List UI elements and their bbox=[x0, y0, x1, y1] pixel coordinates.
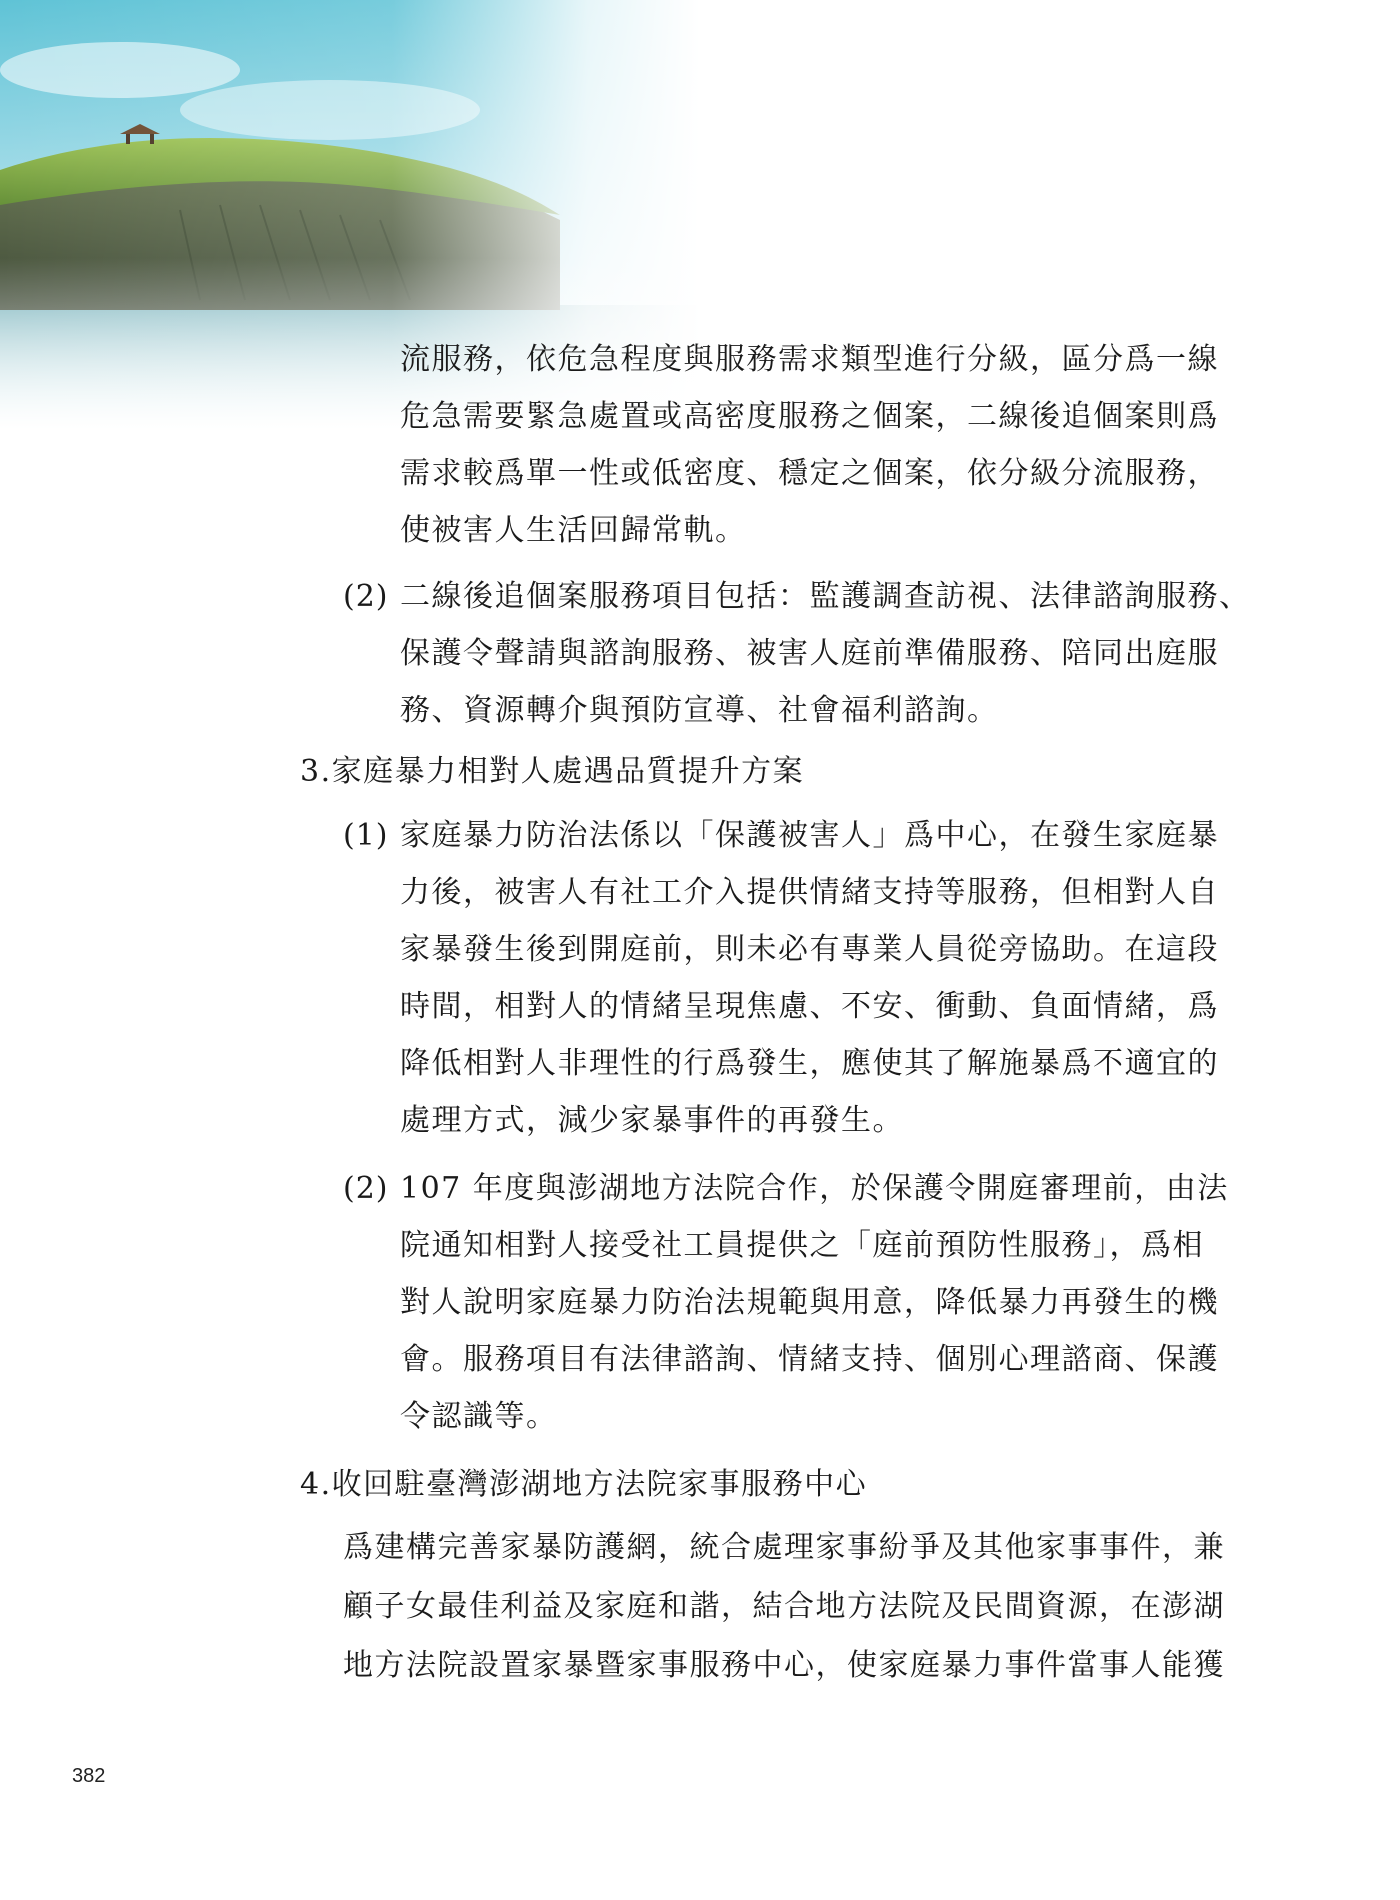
text-line: 時間，相對人的情緒呈現焦慮、不安、衝動、負面情緒，爲 bbox=[400, 989, 1219, 1024]
text-line: 會。服務項目有法律諮詢、情緒支持、個別心理諮商、保護 bbox=[400, 1342, 1219, 1377]
text-line: 家暴發生後到開庭前，則未必有專業人員從旁協助。在這段 bbox=[400, 932, 1219, 967]
text-line: 顧子女最佳利益及家庭和諧，結合地方法院及民間資源，在澎湖 bbox=[343, 1589, 1225, 1624]
text-line: 107 年度與澎湖地方法院合作，於保護令開庭審理前，由法 bbox=[400, 1171, 1229, 1206]
text-line: 務、資源轉介與預防宣導、社會福利諮詢。 bbox=[400, 693, 999, 728]
text-line: 力後，被害人有社工介入提供情緒支持等服務，但相對人自 bbox=[400, 875, 1219, 910]
list-marker: (2) bbox=[343, 579, 389, 614]
text-line: 保護令聲請與諮詢服務、被害人庭前準備服務、陪同出庭服 bbox=[400, 636, 1219, 671]
text-line: 令認識等。 bbox=[400, 1399, 558, 1434]
text-line: 處理方式，減少家暴事件的再發生。 bbox=[400, 1103, 904, 1138]
list-marker: (1) bbox=[343, 818, 389, 853]
text-line: 使被害人生活回歸常軌。 bbox=[400, 513, 747, 548]
text-line: 爲建構完善家暴防護網，統合處理家事紛爭及其他家事事件，兼 bbox=[343, 1530, 1225, 1565]
page-number: 382 bbox=[72, 1765, 106, 1787]
text-line: 地方法院設置家暴暨家事服務中心，使家庭暴力事件當事人能獲 bbox=[343, 1648, 1225, 1683]
text-line: 流服務，依危急程度與服務需求類型進行分級，區分爲一線 bbox=[400, 342, 1219, 377]
text-line: 危急需要緊急處置或高密度服務之個案，二線後追個案則爲 bbox=[400, 399, 1219, 434]
text-line: 家庭暴力防治法係以「保護被害人」爲中心，在發生家庭暴 bbox=[400, 818, 1219, 853]
list-marker: (2) bbox=[343, 1171, 389, 1206]
section-heading: 3.家庭暴力相對人處遇品質提升方案 bbox=[300, 754, 805, 789]
text-line: 院通知相對人接受社工員提供之「庭前預防性服務」，爲相 bbox=[400, 1228, 1204, 1263]
text-line: 需求較爲單一性或低密度、穩定之個案，依分級分流服務， bbox=[400, 456, 1219, 491]
text-line: 對人說明家庭暴力防治法規範與用意，降低暴力再發生的機 bbox=[400, 1285, 1219, 1320]
section-heading: 4.收回駐臺灣澎湖地方法院家事服務中心 bbox=[300, 1467, 868, 1502]
text-line: 降低相對人非理性的行爲發生，應使其了解施暴爲不適宜的 bbox=[400, 1046, 1219, 1081]
text-line: 二線後追個案服務項目包括：監護調查訪視、法律諮詢服務、 bbox=[400, 579, 1251, 614]
